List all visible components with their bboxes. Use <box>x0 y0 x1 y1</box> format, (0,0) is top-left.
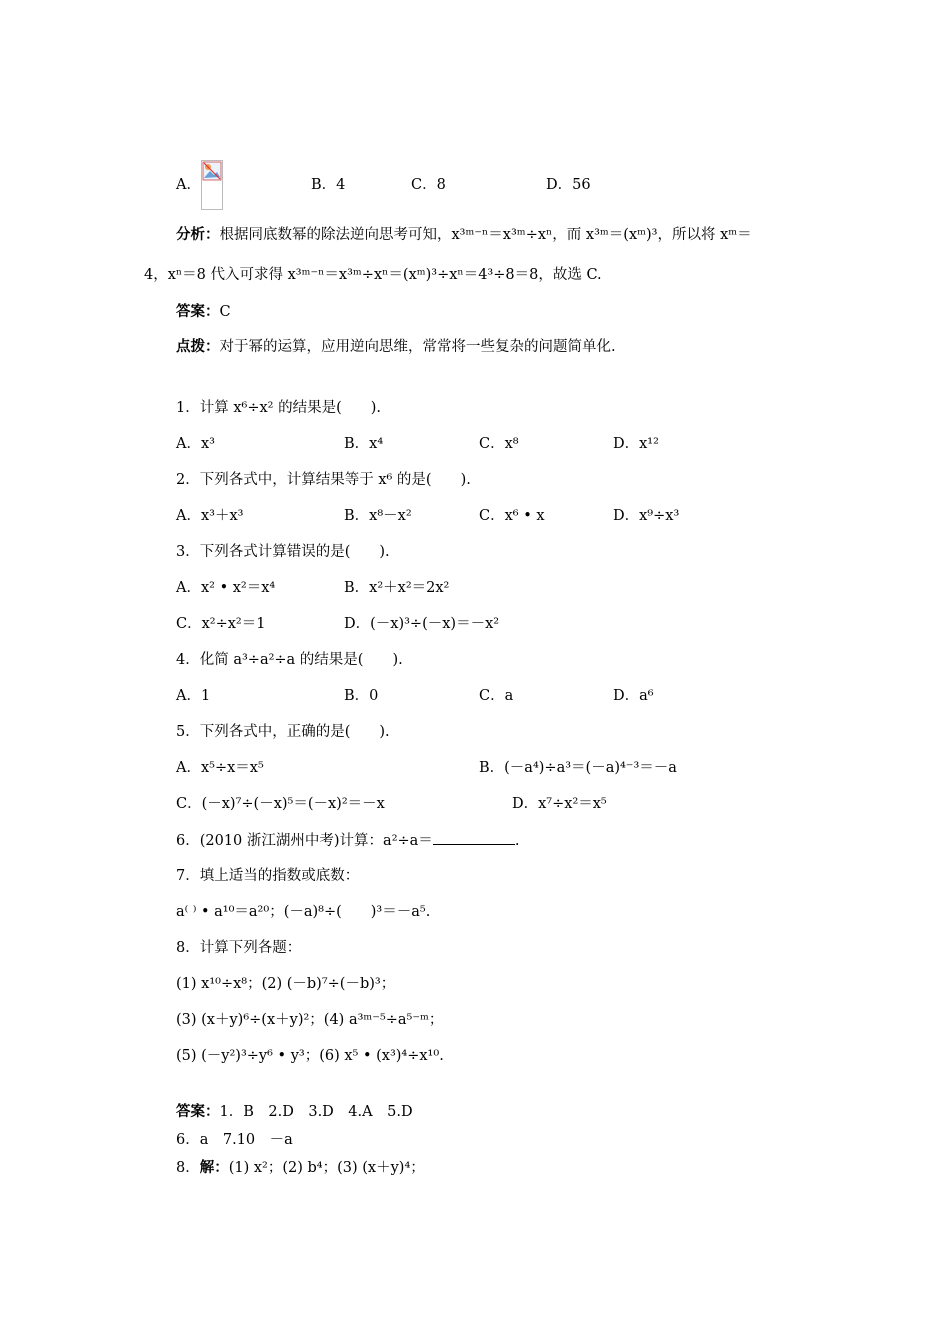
q1-option-a: A．x³ <box>176 436 215 452</box>
intro-answer <box>176 302 231 322</box>
question-4: 4．化简 a³÷a²÷a 的结果是( ). <box>176 652 403 668</box>
q1-option-c: C．x⁸ <box>479 436 519 452</box>
option-d: D．56 <box>546 177 591 193</box>
answers-text-1: 1．B 2.D 3.D 4.A 5.D <box>219 1104 413 1120</box>
answers-line-1 <box>176 1102 413 1122</box>
q8-line-2: (3) (x＋y)⁶÷(x＋y)²；(4) a³ᵐ⁻⁵÷a⁵⁻ᵐ； <box>176 1012 444 1028</box>
q3-option-b: B．x²＋x²＝2x² <box>344 580 450 596</box>
q6-end: . <box>514 833 520 849</box>
q6-blank <box>433 830 515 845</box>
question-7: 7．填上适当的指数或底数： <box>176 868 360 884</box>
tip-paragraph <box>176 337 616 357</box>
q4-option-c: C．a <box>479 688 514 704</box>
analysis-label: 分析： <box>176 227 220 243</box>
q3-option-a: A．x² • x²＝x⁴ <box>176 580 276 596</box>
answers-q8-number: 8． <box>176 1160 200 1176</box>
q3-option-d: D．(－x)³÷(－x)＝－x² <box>344 616 500 632</box>
option-b: B．4 <box>311 177 346 193</box>
q2-option-a: A．x³＋x³ <box>176 508 244 524</box>
q5-option-a: A．x⁵÷x＝x⁵ <box>176 760 264 776</box>
q4-option-a: A．1 <box>176 688 211 704</box>
q6-text: 6．(2010 浙江湖州中考)计算：a²÷a＝ <box>176 833 433 849</box>
q2-option-c: C．x⁶ • x <box>479 508 545 524</box>
question-2: 2．下列各式中，计算结果等于 x⁶ 的是( ). <box>176 472 471 488</box>
q5-option-d: D．x⁷÷x²＝x⁵ <box>512 796 607 812</box>
answers-label: 答案： <box>176 1104 220 1120</box>
answers-text-3: (1) x²；(2) b⁴；(3) (x＋y)⁴； <box>228 1160 425 1176</box>
option-c: C．8 <box>411 177 446 193</box>
answer-label: 答案： <box>176 304 220 320</box>
tip-text: 对于幂的运算，应用逆向思维，常常将一些复杂的问题简单化. <box>219 339 616 355</box>
tip-label: 点拨： <box>176 339 220 355</box>
q5-option-b: B．(－a⁴)÷a³＝(－a)⁴⁻³＝－a <box>479 760 677 776</box>
q8-line-3: (5) (－y²)³÷y⁶ • y³；(6) x⁵ • (x³)⁴÷x¹⁰. <box>176 1048 444 1064</box>
q1-option-b: B．x⁴ <box>344 436 384 452</box>
q5-option-c: C．(－x)⁷÷(－x)⁵＝(－x)²＝－x <box>176 796 385 812</box>
q4-option-b: B．0 <box>344 688 379 704</box>
analysis-paragraph <box>176 225 752 245</box>
q8-line-1: (1) x¹⁰÷x⁸；(2) (－b)⁷÷(－b)³； <box>176 976 396 992</box>
q2-option-d: D．x⁹÷x³ <box>613 508 680 524</box>
question-1: 1．计算 x⁶÷x² 的结果是( ). <box>176 400 381 416</box>
analysis-text-2: 4，xⁿ＝8 代入可求得 x³ᵐ⁻ⁿ＝x³ᵐ÷xⁿ＝(xᵐ)³÷xⁿ＝4³÷8＝8，故选 C. <box>144 267 602 283</box>
answers-line-3 <box>176 1158 425 1178</box>
q4-option-d: D．a⁶ <box>613 688 654 704</box>
q2-option-b: B．x⁸－x² <box>344 508 412 524</box>
option-a: A． <box>176 177 201 193</box>
broken-image-icon <box>201 160 223 210</box>
q3-option-c: C．x²÷x²＝1 <box>176 616 266 632</box>
q1-option-d: D．x¹² <box>613 436 659 452</box>
solution-label: 解： <box>199 1160 229 1176</box>
question-8: 8．计算下列各题： <box>176 940 302 956</box>
answer-value: C <box>219 304 231 320</box>
question-5: 5．下列各式中，正确的是( ). <box>176 724 390 740</box>
q7-line: a⁽ ⁾ • a¹⁰＝a²⁰；(－a)⁸÷( )³＝－a⁵. <box>176 904 431 920</box>
question-3: 3．下列各式计算错误的是( ). <box>176 544 390 560</box>
question-6 <box>176 830 519 851</box>
analysis-text-1: 根据同底数幂的除法逆向思考可知，x³ᵐ⁻ⁿ＝x³ᵐ÷xⁿ，而 x³ᵐ＝(xᵐ)³，所以将 xᵐ＝ <box>219 227 752 243</box>
answers-line-2: 6．a 7.10 －a <box>176 1132 293 1148</box>
